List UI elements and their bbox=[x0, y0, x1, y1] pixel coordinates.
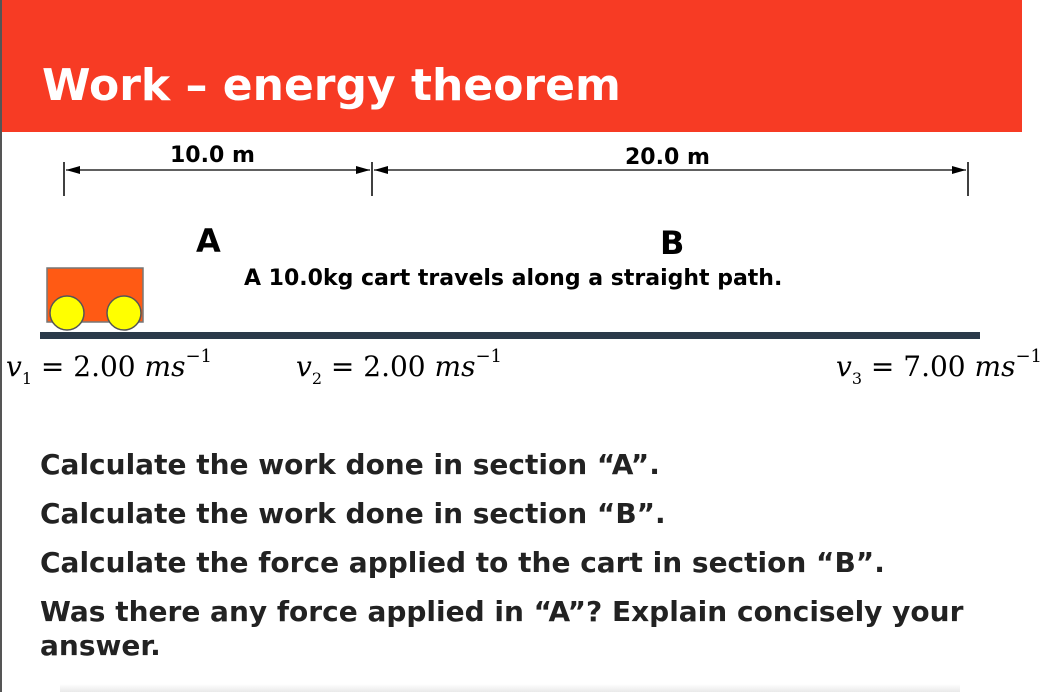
section-b-label: B bbox=[660, 224, 685, 262]
velocity-v1: $v_1 = 2.00$ $ms^{-1}$ bbox=[6, 346, 212, 388]
cart-wheel-right bbox=[107, 296, 141, 330]
velocity-v2: $v_2 = 2.00$ $ms^{-1}$ bbox=[296, 346, 502, 388]
segment-a-length: 10.0 m bbox=[170, 143, 255, 168]
cart bbox=[47, 268, 143, 330]
slide-title: Work – energy theorem bbox=[42, 60, 621, 111]
question-3: Calculate the force applied to the cart in section “B”. bbox=[40, 546, 885, 579]
question-1: Calculate the work done in section “A”. bbox=[40, 448, 660, 481]
slide-bottom-shadow bbox=[60, 684, 960, 692]
section-a-label: A bbox=[196, 222, 221, 260]
question-4: Was there any force applied in “A”? Explain concisely your answer. bbox=[40, 595, 964, 662]
question-2: Calculate the work done in section “B”. bbox=[40, 497, 666, 530]
track bbox=[40, 332, 980, 339]
cart-wheel-left bbox=[50, 296, 84, 330]
velocity-v3: $v_3 = 7.00$ $ms^{-1}$ bbox=[836, 346, 1042, 388]
problem-caption: A 10.0kg cart travels along a straight path. bbox=[244, 266, 783, 291]
segment-b-length: 20.0 m bbox=[625, 145, 710, 170]
